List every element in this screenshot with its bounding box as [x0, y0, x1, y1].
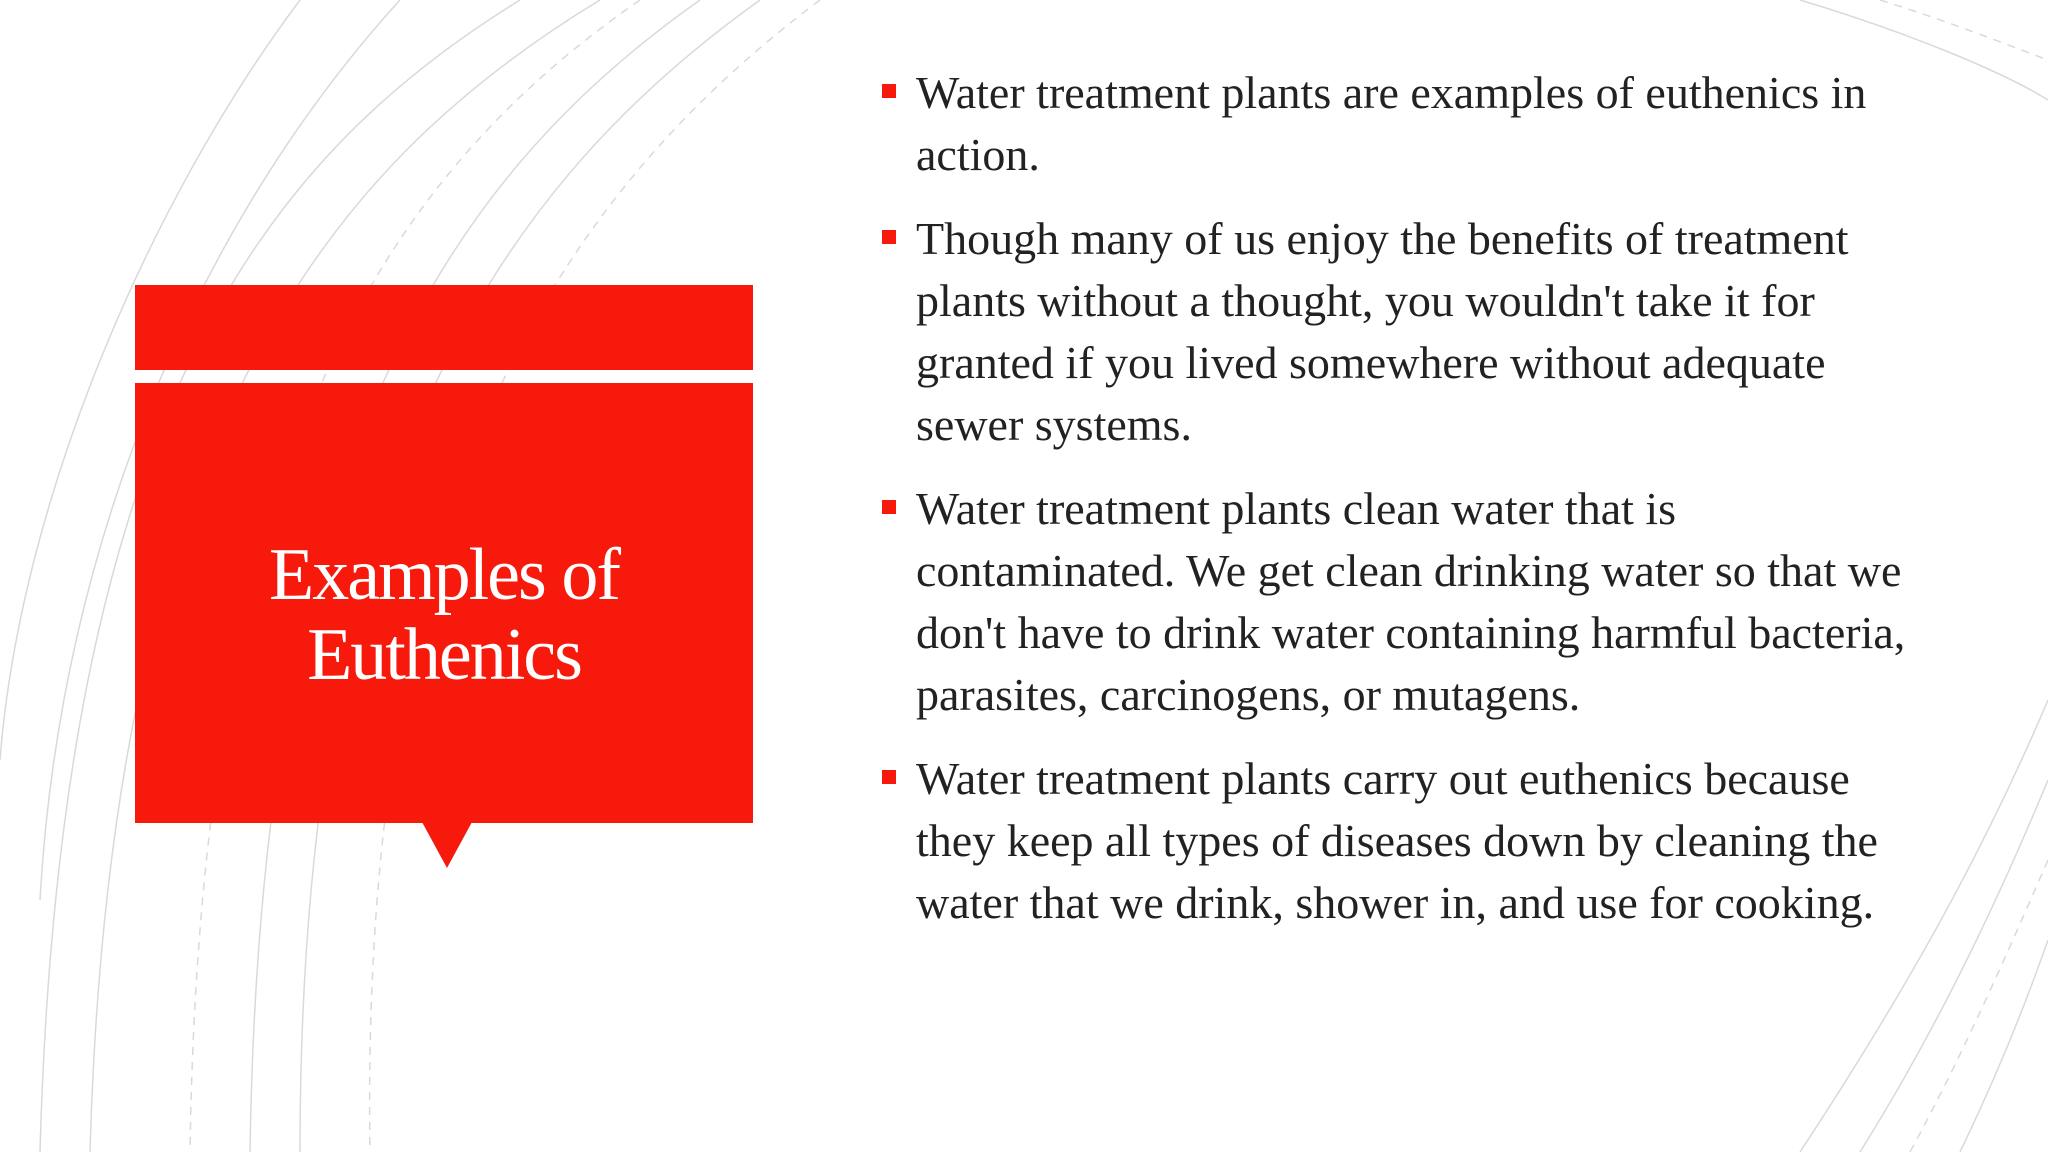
title-box — [135, 383, 753, 823]
title-accent-bar — [135, 285, 753, 370]
square-bullet-icon — [882, 500, 896, 514]
bullet-item — [880, 62, 1940, 186]
bullet-text: Water treatment plants carry out euthenics because they keep all types of diseases down by cleaning the water that we drink, shower in, and use for cooking. — [916, 753, 1878, 928]
bullet-item — [880, 208, 1940, 456]
square-bullet-icon — [882, 230, 896, 244]
square-bullet-icon — [882, 84, 896, 98]
bullet-text: Water treatment plants clean water that is contaminated. We get clean drinking water so that we don't have to drink water containing harmful bacteria, parasites, carcinogens, or mutagens. — [916, 483, 1906, 720]
slide-title: Examples of Euthenics — [269, 534, 619, 696]
square-bullet-icon — [882, 770, 896, 784]
bullet-list — [880, 62, 1940, 956]
bullet-text: Though many of us enjoy the benefits of treatment plants without a thought, you wouldn't take it for granted if you lived somewhere without adequate sewer systems. — [916, 213, 1849, 450]
bullet-text: Water treatment plants are examples of euthenics in action. — [916, 67, 1867, 180]
bullet-item — [880, 478, 1940, 726]
title-box-pointer — [422, 822, 472, 868]
bullet-item — [880, 748, 1940, 934]
